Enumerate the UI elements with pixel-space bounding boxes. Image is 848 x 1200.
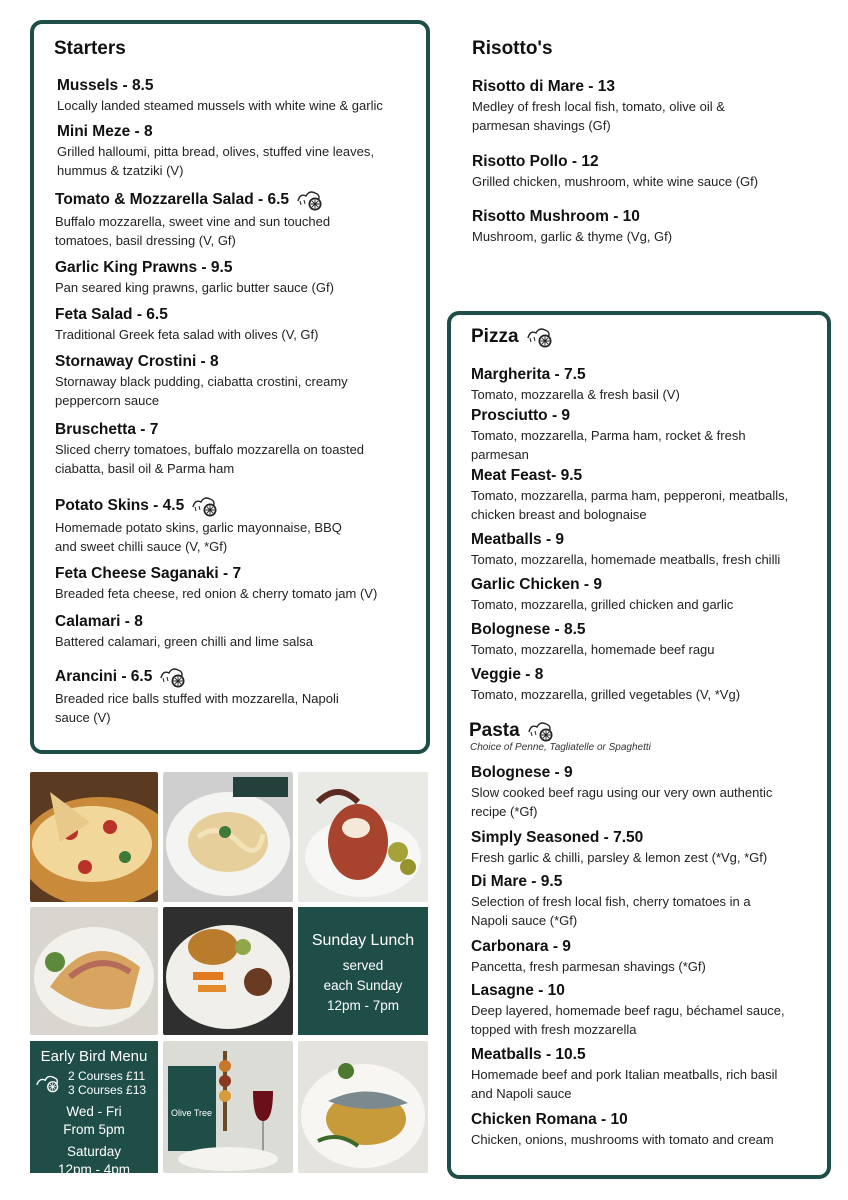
menu-item-title (471, 406, 746, 426)
menu-item-description: Breaded feta cheese, red onion & cherry tomato jam (V) (55, 586, 378, 601)
menu-item (55, 612, 313, 651)
menu-item-description: Breaded rice balls stuffed with mozzarella, Napoli (55, 691, 339, 706)
menu-item (55, 258, 334, 297)
menu-item (472, 207, 672, 246)
gluten-free-icon (526, 719, 556, 743)
menu-item (57, 122, 374, 180)
menu-item-title (472, 152, 758, 172)
menu-item-name-price: Tomato & Mozzarella Salad - 6.5 (55, 191, 289, 209)
menu-item-title (471, 530, 780, 550)
menu-item (471, 872, 751, 930)
menu-item-name-price: Feta Cheese Saganaki - 7 (55, 565, 242, 582)
menu-item-description: peppercorn sauce (55, 393, 160, 408)
sunday-lunch-title: Sunday Lunch (311, 932, 415, 949)
pasta-heading-text: Pasta (469, 720, 520, 742)
chicken-cordon-bleu-photo (30, 907, 158, 1035)
menu-item-description: Grilled halloumi, pitta bread, olives, stuffed vine leaves, (57, 144, 374, 159)
menu-item (55, 564, 377, 603)
pizza-photo (30, 772, 158, 902)
menu-item-description: Tomato, mozzarella, Parma ham, rocket & fresh (471, 428, 746, 443)
menu-item-description: Locally landed steamed mussels with white wine & garlic (57, 98, 383, 113)
early-bird-offer: 3 Courses £13 (68, 1083, 147, 1097)
menu-item-description: topped with fresh mozzarella (471, 1022, 637, 1037)
menu-item-title (471, 763, 772, 783)
menu-item-title (57, 76, 383, 96)
menu-item-description: parmesan shavings (Gf) (472, 118, 611, 133)
gluten-free-icon (190, 494, 220, 518)
fish-dish-photo (298, 1041, 428, 1173)
menu-item-name-price: Bolognese - 9 (471, 764, 573, 781)
menu-item-name-price: Mini Meze - 8 (57, 123, 153, 140)
menu-item-name-price: Arancini - 6.5 (55, 668, 153, 686)
menu-item-description: Chicken, onions, mushrooms with tomato and cream (471, 1132, 774, 1147)
menu-item-title (471, 981, 785, 1001)
menu-item-name-price: Stornaway Crostini - 8 (55, 353, 219, 370)
menu-item-title (55, 258, 334, 278)
menu-item (57, 76, 383, 115)
pizza-heading (471, 325, 555, 349)
menu-item-description: and Napoli sauce (471, 1086, 572, 1101)
menu-item-name-price: Calamari - 8 (55, 613, 143, 630)
menu-item-description: recipe (*Gf) (471, 804, 538, 819)
early-bird-time: 12pm - 4pm (57, 1162, 131, 1177)
menu-item-title (471, 937, 706, 957)
menu-item-name-price: Veggie - 8 (471, 666, 544, 683)
menu-item-title (57, 122, 374, 142)
menu-item-name-price: Feta Salad - 6.5 (55, 306, 168, 323)
menu-item-description: Slow cooked beef ragu using our very own authentic (471, 785, 773, 800)
menu-item-description: parmesan (471, 447, 529, 462)
menu-item-title (55, 352, 348, 372)
menu-item-description: chicken breast and bolognaise (471, 507, 647, 522)
menu-item (55, 352, 348, 410)
menu-item (471, 466, 788, 524)
menu-item-title (471, 1110, 774, 1130)
early-bird-offer: 2 Courses £11 (68, 1069, 146, 1083)
pasta-photo (163, 772, 293, 902)
menu-item-name-price: Bruschetta - 7 (55, 421, 159, 438)
menu-item-description: Traditional Greek feta salad with olives (V, Gf) (55, 327, 319, 342)
early-bird-time: Wed - Fri (66, 1104, 122, 1119)
menu-item-name-price: Meatballs - 9 (471, 531, 565, 548)
menu-item-description: Buffalo mozzarella, sweet vine and sun touched (55, 214, 331, 229)
menu-item (471, 763, 772, 821)
menu-item-name-price: Prosciutto - 9 (471, 407, 571, 424)
menu-item-name-price: Simply Seasoned - 7.50 (471, 829, 644, 846)
menu-item-name-price: Potato Skins - 4.5 (55, 497, 185, 515)
pizza-heading-text: Pizza (471, 326, 519, 348)
menu-item-description: hummus & tzatziki (V) (57, 163, 184, 178)
pasta-heading (469, 719, 556, 743)
menu-item-description: Napoli sauce (*Gf) (471, 913, 578, 928)
menu-item-title (55, 188, 330, 212)
menu-item-description: ciabatta, basil oil & Parma ham (55, 461, 235, 476)
menu-item-description: Medley of fresh local fish, tomato, olive oil & (472, 99, 725, 114)
starters-heading: Starters (54, 38, 126, 59)
menu-item-title (55, 564, 377, 584)
sunday-lunch-line: served (342, 958, 384, 973)
menu-item-name-price: Meatballs - 10.5 (471, 1046, 586, 1063)
menu-item (471, 937, 706, 976)
menu-item (471, 828, 767, 867)
menu-item-description: Sliced cherry tomatoes, buffalo mozzarella on toasted (55, 442, 365, 457)
menu-item-description: Homemade potato skins, garlic mayonnaise, BBQ (55, 520, 342, 535)
stuffed-chicken-photo (298, 772, 428, 902)
menu-item-title (55, 420, 364, 440)
menu-item-name-price: Risotto di Mare - 13 (472, 78, 615, 95)
menu-item (55, 420, 364, 478)
menu-item-title (471, 665, 740, 685)
menu-item-title (472, 77, 725, 97)
roast-dinner-photo (163, 907, 293, 1035)
sign-restaurant-name: Olive Tree (171, 1108, 213, 1118)
menu-item-title (471, 828, 767, 848)
menu-item (472, 77, 725, 135)
menu-item (471, 1110, 774, 1149)
menu-item (471, 575, 733, 614)
menu-item-name-price: Lasagne - 10 (471, 982, 565, 999)
menu-item (471, 1045, 777, 1103)
menu-item (471, 530, 780, 569)
menu-item (55, 494, 342, 556)
skewer-and-wine-photo (163, 1041, 293, 1173)
menu-item-title (471, 575, 733, 595)
menu-item-title (471, 1045, 777, 1065)
menu-item-description: Tomato, mozzarella & fresh basil (V) (471, 387, 680, 402)
early-bird-time: Saturday (66, 1144, 122, 1159)
menu-item (471, 665, 740, 704)
menu-item (55, 188, 330, 250)
menu-item-name-price: Margherita - 7.5 (471, 366, 586, 383)
menu-item-name-price: Risotto Pollo - 12 (472, 153, 599, 170)
menu-item-description: Deep layered, homemade beef ragu, béchamel sauce, (471, 1003, 785, 1018)
menu-item-title (471, 620, 715, 640)
risotto-heading: Risotto's (472, 38, 553, 59)
pasta-subtitle: Choice of Penne, Tagliatelle or Spaghetti (470, 742, 651, 753)
menu-item (471, 981, 785, 1039)
gluten-free-icon (525, 325, 555, 349)
sunday-lunch-line: each Sunday (323, 978, 403, 993)
gluten-free-icon (295, 188, 325, 212)
menu-item-title (55, 665, 339, 689)
menu-item-title (471, 466, 788, 486)
menu-item-description: Tomato, mozzarella, homemade meatballs, fresh chilli (471, 552, 781, 567)
early-bird-tile (30, 1041, 158, 1177)
menu-item (471, 365, 680, 404)
menu-item-title (472, 207, 672, 227)
menu-item-title (471, 365, 680, 385)
menu-item-description: tomatoes, basil dressing (V, Gf) (55, 233, 236, 248)
menu-item-description: Homemade beef and pork Italian meatballs, rich basil (471, 1067, 778, 1082)
menu-item-description: Tomato, mozzarella, parma ham, pepperoni, meatballs, (471, 488, 789, 503)
menu-item-name-price: Mussels - 8.5 (57, 77, 154, 94)
gluten-free-icon (34, 1071, 62, 1095)
menu-item-description: Fresh garlic & chilli, parsley & lemon zest (*Vg, *Gf) (471, 850, 768, 865)
menu-item-description: sauce (V) (55, 710, 111, 725)
menu-item-name-price: Chicken Romana - 10 (471, 1111, 628, 1128)
menu-item-name-price: Risotto Mushroom - 10 (472, 208, 640, 225)
menu-item-name-price: Meat Feast- 9.5 (471, 467, 583, 484)
early-bird-time: From 5pm (63, 1122, 125, 1137)
menu-item-name-price: Carbonara - 9 (471, 938, 571, 955)
menu-item-name-price: Di Mare - 9.5 (471, 873, 563, 890)
menu-item-name-price: Garlic Chicken - 9 (471, 576, 602, 593)
menu-item (471, 406, 746, 464)
menu-item-description: Pancetta, fresh parmesan shavings (*Gf) (471, 959, 706, 974)
gluten-free-icon (158, 665, 188, 689)
menu-item-title (471, 872, 751, 892)
menu-item-name-price: Bolognese - 8.5 (471, 621, 586, 638)
sunday-lunch-line: 12pm - 7pm (326, 998, 400, 1013)
early-bird-title: Early Bird Menu (40, 1048, 148, 1065)
menu-item-name-price: Garlic King Prawns - 9.5 (55, 259, 233, 276)
menu-item-title (55, 305, 319, 325)
menu-item-title (55, 612, 313, 632)
menu-item-description: Tomato, mozzarella, grilled vegetables (V, *Vg) (471, 687, 741, 702)
menu-item (55, 305, 319, 344)
menu-item-description: Selection of fresh local fish, cherry tomatoes in a (471, 894, 751, 909)
menu-item-description: Tomato, mozzarella, homemade beef ragu (471, 642, 715, 657)
sunday-lunch-tile (298, 907, 428, 1035)
menu-item-description: Pan seared king prawns, garlic butter sauce (Gf) (55, 280, 334, 295)
menu-item-description: Battered calamari, green chilli and lime salsa (55, 634, 313, 649)
menu-item-description: and sweet chilli sauce (V, *Gf) (55, 539, 228, 554)
menu-item (472, 152, 758, 191)
menu-item (55, 665, 339, 727)
menu-item-title (55, 494, 342, 518)
menu-item (471, 620, 715, 659)
menu-item-description: Stornaway black pudding, ciabatta crostini, creamy (55, 374, 348, 389)
menu-item-description: Mushroom, garlic & thyme (Vg, Gf) (472, 229, 673, 244)
menu-item-description: Tomato, mozzarella, grilled chicken and garlic (471, 597, 734, 612)
menu-item-description: Grilled chicken, mushroom, white wine sauce (Gf) (472, 174, 759, 189)
